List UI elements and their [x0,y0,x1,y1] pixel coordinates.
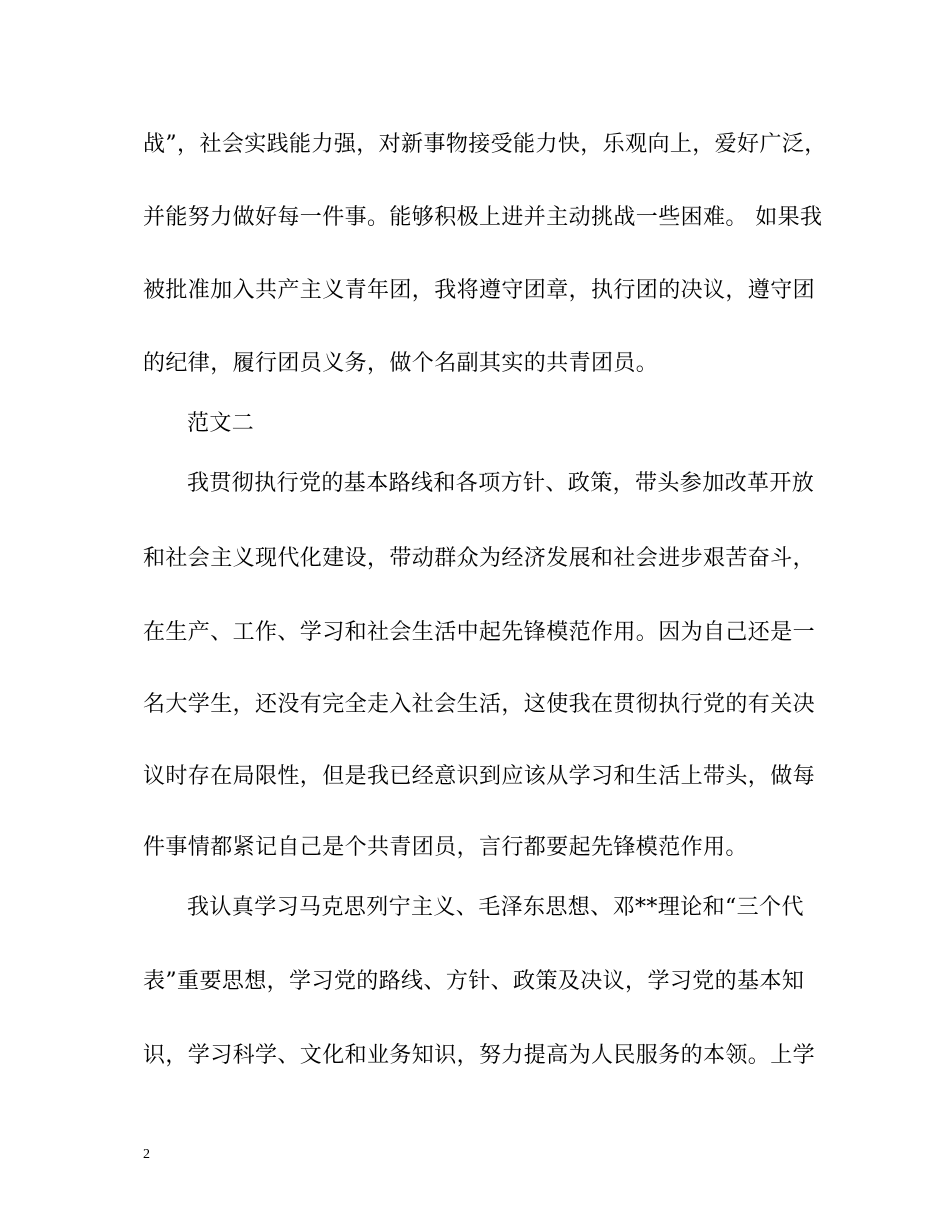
text-line: 被批准加入共产主义青年团，我将遵守团章，执行团的决议，遵守团 [143,278,816,303]
text-line: 表”重要思想，学习党的路线、方针、政策及决议，学习党的基本知 [143,969,805,994]
text-line: 识，学习科学、文化和业务知识，努力提高为人民服务的本领。上学 [143,1043,816,1068]
text-line: 的纪律，履行团员义务，做个名副其实的共青团员。 [143,351,659,376]
text-line: 战”，社会实践能力强，对新事物接受能力快，乐观向上，爱好广泛， [143,132,827,157]
section-heading: 范文二 [187,411,255,436]
page-number: 2 [143,1147,150,1162]
text-line: 在生产、工作、学习和社会生活中起先锋模范作用。因为自己还是一 [143,620,816,645]
paragraph-start-line: 我认真学习马克思列宁主义、毛泽东思想、邓**理论和“三个代 [187,895,804,920]
text-line: 件事情都紧记自己是个共青团员，言行都要起先锋模范作用。 [143,835,748,860]
text-line: 并能努力做好每一件事。能够积极上进并主动挑战一些困难。 如果我 [143,205,823,230]
text-line: 议时存在局限性，但是我已经意识到应该从学习和生活上带头，做每 [143,764,816,789]
text-line: 和社会主义现代化建设，带动群众为经济发展和社会进步艰苦奋斗， [143,546,816,571]
text-line: 名大学生，还没有完全走入社会生活，这使我在贯彻执行党的有关决 [143,692,816,717]
paragraph-start-line: 我贯彻执行党的基本路线和各项方针、政策，带头参加改革开放 [187,471,815,496]
